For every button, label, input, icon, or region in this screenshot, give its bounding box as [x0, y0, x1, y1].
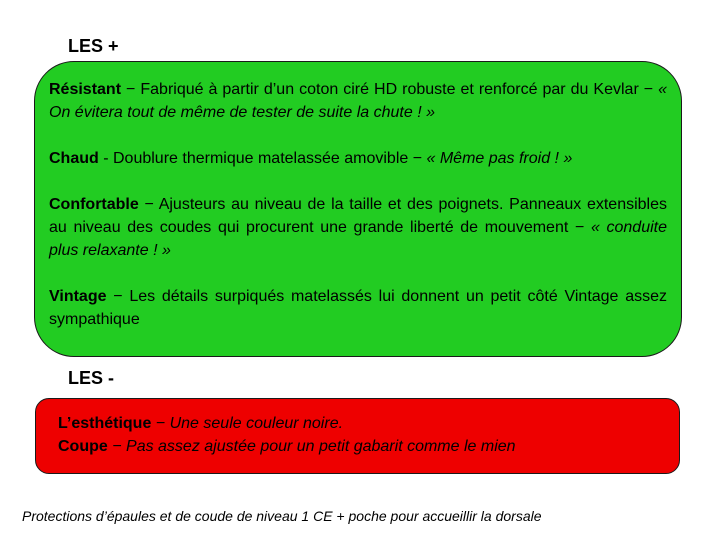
pros-heading: LES +	[68, 36, 119, 56]
cons-item-separator: −	[107, 438, 127, 455]
pros-item-term: Chaud	[49, 150, 99, 167]
cons-item-text: Pas assez ajustée pour un petit gabarit comme le mien	[126, 438, 516, 455]
pros-item-separator: −	[138, 196, 159, 213]
cons-item-esthetique	[58, 412, 657, 435]
cons-item-text: Une seule couleur noire.	[169, 415, 344, 432]
pros-item-separator: −	[106, 288, 130, 305]
footnote: Protections d’épaules et de coude de niveau 1 CE + poche pour accueillir la dorsale	[22, 508, 542, 524]
pros-item-text: Les détails surpiqués matelassés lui donnent un petit côté Vintage assez sympathique	[49, 288, 667, 328]
pros-box	[34, 61, 682, 357]
pros-item-separator: -	[98, 150, 113, 167]
cons-heading: LES -	[68, 368, 115, 388]
cons-item-coupe	[58, 435, 657, 458]
pros-item-chaud	[49, 147, 667, 170]
cons-item-separator: −	[151, 415, 170, 432]
pros-item-text: Ajusteurs au niveau de la taille et des poignets. Panneaux extensibles au niveau des coudes qui procurent une grande liberté de mouvement −	[49, 196, 667, 236]
pros-item-quote: « conduite plus relaxante ! »	[49, 219, 667, 259]
cons-item-term: Coupe	[58, 438, 108, 455]
pros-item-resistant	[49, 78, 667, 124]
pros-item-quote: « Même pas froid ! »	[426, 150, 573, 167]
pros-item-term: Confortable	[49, 196, 139, 213]
pros-item-quote: « On évitera tout de même de tester de suite la chute ! »	[49, 81, 668, 121]
pros-item-text: Doublure thermique matelassée amovible −	[113, 150, 427, 167]
pros-item-text: Fabriqué à partir d’un coton ciré HD robuste et renforcé par du Kevlar −	[140, 81, 659, 98]
pros-item-confortable	[49, 193, 667, 262]
cons-item-term: L’esthétique	[58, 415, 152, 432]
pros-item-separator: −	[121, 81, 141, 98]
cons-box	[35, 398, 680, 474]
pros-item-term: Résistant	[49, 81, 122, 98]
pros-item-term: Vintage	[49, 288, 107, 305]
pros-item-vintage	[49, 285, 667, 331]
